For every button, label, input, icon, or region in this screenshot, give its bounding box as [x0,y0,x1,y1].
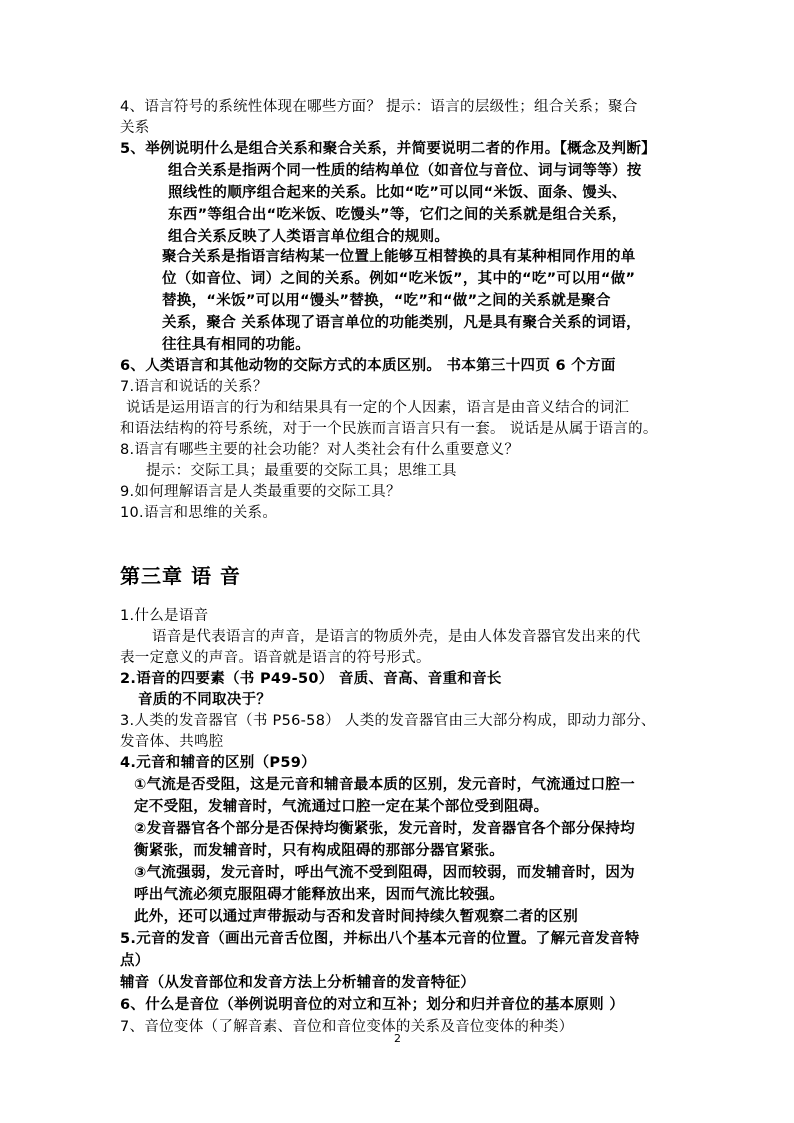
chapter3-answer-1-line-2: 表一定意义的声音。语音就是语言的符号形式。 [120,650,431,666]
answer-5-combination-2: 照线性的顺序组合起来的关系。比如“吃”可以同“米饭、面条、馒头、 [168,185,627,201]
question-4-cont: 关系 [120,120,150,136]
chapter3-answer-4a-line-2: 定不受阻，发辅音时，气流通过口腔一定在某个部位受到阻碍。 [134,799,549,815]
answer-5-combination-3: 东西”等组合出“吃米饭、吃馒头”等，它们之间的关系就是组合关系， [168,207,627,223]
chapter3-answer-4c-line-2: 呼出气流必须克服阻碍才能释放出来，因而气流比较强。 [134,887,504,903]
question-8: 8.语言有哪些主要的社会功能？对人类社会有什么重要意义？ [120,442,520,458]
chapter3-question-5-cont: 点） [120,953,150,969]
question-6: 6、人类语言和其他动物的交际方式的本质区别。 书本第三十四页 6 个方面 [120,358,616,374]
chapter3-answer-4a-line-1: ①气流是否受阻，这是元音和辅音最本质的区别，发元音时，气流通过口腔一 [134,777,635,793]
chapter3-question-4: 4.元音和辅音的区别（P59） [120,755,316,771]
question-5: 5、举例说明什么是组合关系和聚合关系，并简要说明二者的作用。【概念及判断】 [120,141,656,157]
chapter3-answer-4c-line-1: ③气流强弱，发元音时，呼出气流不受到阻碍，因而较弱，而发辅音时，因为 [134,865,635,881]
answer-5-paradigm-3: 替换，“米饭”可以用“馒头”替换，“吃”和“做”之间的关系就是聚合 [162,293,611,309]
answer-5-combination-4: 组合关系反映了人类语言单位组合的规则。 [168,229,450,245]
chapter3-question-5-consonants: 辅音（从发音部位和发音方法上分析辅音的发音特征） [120,975,476,991]
question-10: 10.语言和思维的关系。 [120,505,278,521]
page-number: 2 [394,1032,402,1045]
chapter3-answer-4b-line-2: 衡紧张，而发辅音时，只有构成阻碍的那部分器官紧张。 [134,843,504,859]
chapter3-question-6: 6、什么是音位（举例说明音位的对立和互补；划分和归并音位的基本原则 ） [120,997,625,1013]
question-9: 9.如何理解语言是人类最重要的交际工具？ [120,484,401,500]
chapter3-question-1: 1.什么是语音 [120,608,209,624]
chapter3-question-3-cont: 发音体、共鸣腔 [120,734,224,750]
answer-7-line-2: 和语法结构的符号系统，对于一个民族而言语言只有一套。 说话是从属于语言的。 [120,421,658,437]
answer-5-paradigm-5: 往往具有相同的功能。 [162,337,310,353]
answer-8-hint: 提示：交际工具；最重要的交际工具；思维工具 [146,463,457,479]
chapter-heading: 第三章 语 音 [120,564,241,588]
chapter3-question-2-sub: 音质的不同取决于？ [138,692,272,708]
chapter3-answer-4b-line-1: ②发音器官各个部分是否保持均衡紧张，发元音时，发音器官各个部分保持均 [134,821,635,837]
answer-5-paradigm-1: 聚合关系是指语言结构某一位置上能够互相替换的具有某种相同作用的单 [162,249,636,265]
chapter3-question-2: 2.语音的四要素（书 P49-50） 音质、音高、音重和音长 [120,671,502,687]
answer-7-line-1: 说话是运用语言的行为和结果具有一定的个人因素，语言是由音义结合的词汇 [126,400,630,416]
answer-5-paradigm-4: 关系，聚合 关系体现了语言单位的功能类别，凡是具有聚合关系的词语， [162,315,641,331]
answer-5-combination-1: 组合关系是指两个同一性质的结构单位（如音位与音位、词与词等等）按 [168,163,642,179]
question-7: 7.语言和说话的关系？ [120,379,268,395]
chapter3-answer-1-line-1: 语音是代表语言的声音，是语言的物质外壳，是由人体发音器官发出来的代 [152,629,641,645]
chapter3-question-3: 3.人类的发音器官（书 P56-58） 人类的发音器官由三大部分构成，即动力部分、 [120,713,656,729]
chapter3-question-5: 5.元音的发音（画出元音舌位图，并标出八个基本元音的位置。了解元音发音特 [120,931,640,947]
answer-5-paradigm-2: 位（如音位、词）之间的关系。例如“吃米饭”，其中的“吃”可以用“做” [162,271,636,287]
chapter3-answer-4d: 此外，还可以通过声带振动与否和发音时间持续久暂观察二者的区别 [134,909,578,925]
chapter3-question-7: 7、音位变体（了解音素、音位和音位变体的关系及音位变体的种类） [120,1019,574,1035]
question-4: 4、语言符号的系统性体现在哪些方面？ 提示：语言的层级性；组合关系；聚合 [120,99,638,115]
